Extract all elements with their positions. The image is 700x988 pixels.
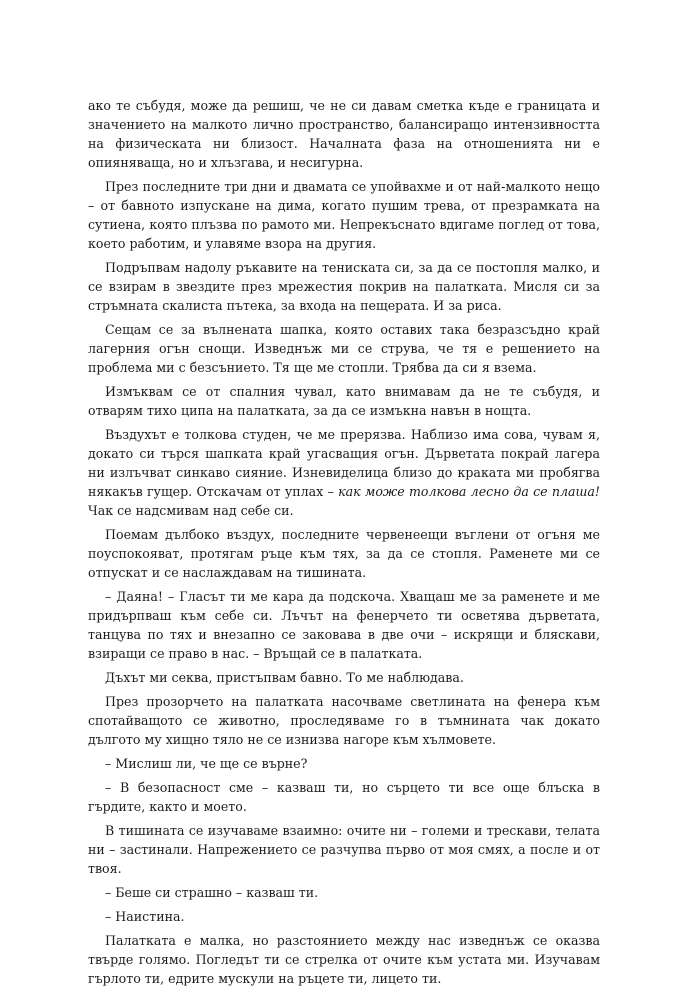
paragraph: Въздухът е толкова студен, че ме прерязва. Наблизо има сова, чувам я, докато си търся шапката край угасващия огън. Дърветата покрай лагера ни излъчват синкаво сияние. Изневиделица близо до краката ми пробягва някакъв гущер. Отскачам от уплах – как може толкова лесно да се плаша! Чак се надсмивам над себе си. — [88, 427, 600, 518]
paragraph: Сещам се за вълнената шапка, която оставих така безразсъдно край лагерния огън снощи. Изведнъж ми се струва, че тя е решението на проблема ми с безсънието. Тя ще ме стопли. Трябва да си я взема. — [88, 322, 600, 375]
paragraph: – Наистина. — [105, 909, 185, 924]
paragraph: – Мислиш ли, че ще се върне? — [105, 756, 308, 771]
paragraph: Поемам дълбоко въздух, последните червенеещи въглени от огъня ме поуспокояват, протягам ръце към тях, за да се стопля. Раменете ми се отпускат и се наслаждавам на тишината. — [88, 527, 600, 580]
paragraph: – Беше си страшно – казваш ти. — [105, 885, 319, 900]
paragraph: – Даяна! – Гласът ти ме кара да подскоча. Хващаш ме за раменете и ме придърпваш към себе си. Лъчът на фенерчето ти осветява дърветата, танцува по тях и внезапно се заковава в две очи – искрящи и бляскави, взиращи се право в нас. – Връщай се в палатката. — [88, 589, 600, 661]
paragraph: Дъхът ми секва, пристъпвам бавно. То ме наблюдава. — [105, 670, 464, 685]
paragraph: Палатката е малка, но разстоянието между нас изведнъж се оказва твърде голямо. Погледът ти се стрелка от очите към устата ми. Изучавам гърлото ти, едрите мускули на ръцете ти, лицето ти. — [88, 933, 600, 986]
italic-phrase: как може толкова лесно да се плаша! — [338, 484, 600, 499]
paragraph: ако те събудя, може да решиш, че не си давам сметка къде е границата и значението на малкото лично пространство, балансиращо интензивността на физическата ни близост. Началната фаза на отношенията ни е опияняваща, но и хлъзгава, и несигурна. — [88, 98, 600, 170]
paragraph: – В безопасност сме – казваш ти, но сърцето ти все още блъска в гърдите, както и моето. — [88, 780, 600, 814]
paragraph: Измъквам се от спалния чувал, като внимавам да не те събудя, и отварям тихо ципа на палатката, за да се измъкна навън в нощта. — [88, 384, 600, 418]
paragraph: В тишината се изучаваме взаимно: очите ни – големи и трескави, телата ни – застинали. Напрежението се разчупва първо от моя смях, а после и от твоя. — [88, 823, 600, 876]
paragraph: Подръпвам надолу ръкавите на тениската си, за да се постопля малко, и се взирам в звездите през мрежестия покрив на палатката. Мисля си за стръмната скалиста пътека, за входа на пещерата. И за риса. — [88, 260, 600, 313]
paragraph: През последните три дни и двамата се упойвахме и от най-малкото нещо – от бавното изпускане на дима, когато пушим трева, от презрамката на сутиена, която плъзва по рамото ми. Непрекъснато вдигаме поглед от това, което работим, и улавяме взора на другия. — [88, 179, 600, 251]
body-text — [88, 96, 600, 988]
paragraph: През прозорчето на палатката насочваме светлината на фенера към спотайващото се животно, проследяваме го в тъмнината чак докато дългото му хищно тяло не се изнизва нагоре към хълмовете. — [88, 694, 600, 747]
